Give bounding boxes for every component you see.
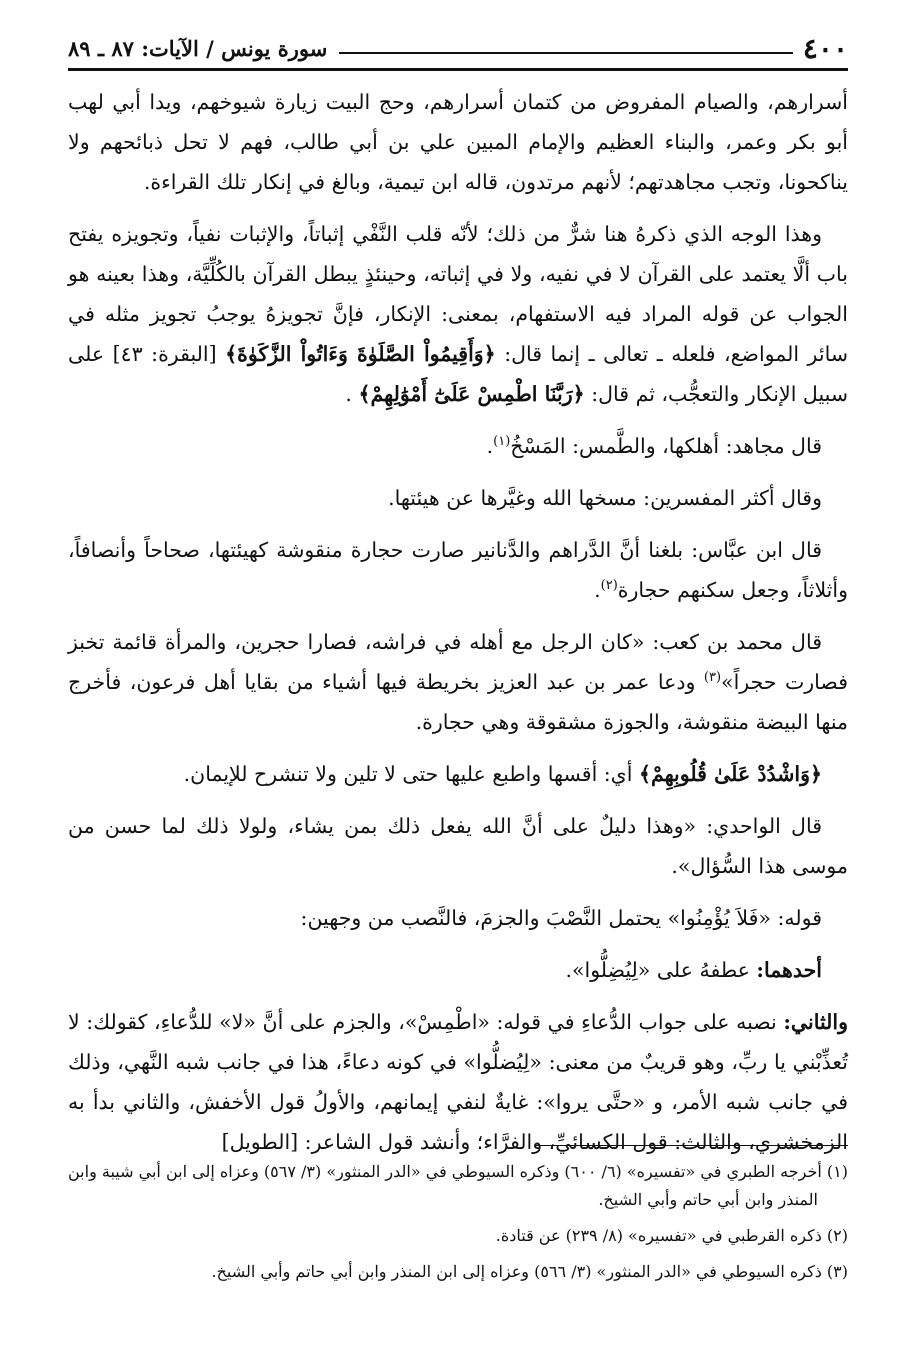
paragraph-text: [البقرة: ٤٣] على سبيل الإنكار والتعجُّب، ثم قال: (68, 342, 848, 406)
quran-verse: ﴿وَاشْدُدْ عَلَىٰ قُلُوبِهِمْ﴾ (638, 762, 822, 786)
punctuation: . (345, 382, 352, 406)
paragraph-text: عطفهُ على «لِيُضِلُّوا». (565, 958, 757, 982)
footnote-ref: (١) (493, 434, 511, 450)
footnote: (٣) ذكره السيوطي في «الدر المنثور» (٣/ ٥٦٦) وعزاه إلى ابن المنذر وابن أبي حاتم وأبي الشيخ. (211, 1262, 848, 1281)
term-label: أحدهما: (756, 958, 822, 982)
footnote-separator (536, 1145, 848, 1146)
paragraph-text: وقال أكثر المفسرين: مسخها الله وغيَّرها عن هيئتها. (388, 486, 822, 510)
main-text (68, 82, 848, 1174)
punctuation: . (594, 578, 601, 602)
quran-verse: ﴿وَأَقِيمُواْ الصَّلَوٰةَ وَءَاتُواْ الزَّكَوٰةَ﴾ (225, 342, 496, 366)
quran-verse: ﴿رَبَّنَا اطْمِسْ عَلَىٰٓ أَمْوَٰلِهِمْ﴾ (358, 382, 585, 406)
paragraph (68, 754, 848, 794)
paragraph (68, 426, 848, 466)
surah-title: سورة يونس / الآيات: ٨٧ ـ ٨٩ (68, 36, 328, 61)
page-number: ٤٠٠ (802, 32, 848, 65)
term-label: والثاني: (783, 1010, 848, 1034)
paragraph (68, 898, 848, 938)
header-line (339, 52, 793, 54)
paragraph (68, 478, 848, 518)
paragraph (68, 82, 848, 202)
paragraph (68, 1002, 848, 1162)
paragraph-text: وهذا الوجه الذي ذكرهُ هنا شرٌّ من ذلك؛ لأنّه قلب النَّفْي إثباتاً، والإثبات نفياً، وتجويزه يفتح باب ألَّا يعتمد على القرآن لا في نفيه، ولا في إثباته، وحينئذٍ يبطل القرآن بالكُلِّيَّة، وهذا بعينه هو الجواب عن قوله المراد فيه الاستفهام، بمعنى: الإنكار، فإنَّ تجويزهُ يوجبُ تجويز مثله في سائر المواضع، فلعله ـ تعالى ـ إنما قال: (68, 222, 848, 366)
footnote-ref: (٣) (703, 670, 722, 686)
paragraph (68, 214, 848, 414)
paragraph (68, 530, 848, 610)
paragraph-text: نصبه على جواب الدُّعاءِ في قوله: «اطْمِسْ»، والجزم على أنَّ «لا» للدُّعاءِ، كقولك: لا تُعذِّبْني يا ربِّ، وهو قريبٌ من معنى: «لِيُضلُّوا» في كونه دعاءً، هذا في جانب شبه النَّهي، وذلك في جانب شبه الأمر، و «حتَّى يروا»: غايةٌ لنفي إيمانهم، والأولُ قول الأخفش، والثاني بدأ به الزمخشري، والثالث: قول الكسائيِّ، والفرَّاء؛ وأنشد قول الشاعر: [الطويل] (68, 1010, 848, 1154)
paragraph (68, 950, 848, 990)
paragraph-text: أي: أقسها واطبع عليها حتى لا تلين ولا تنشرح للإيمان. (183, 762, 639, 786)
paragraph (68, 622, 848, 742)
paragraph-text: قال مجاهد: أهلكها، والطَّمس: المَسْخُ (510, 434, 822, 458)
paragraph-text: أسرارهم، والصيام المفروض من كتمان أسرارهم، وحج البيت زيارة شيوخهم، ويدا أبي لهب أبو بكر وعمر، والبناء العظيم والإمام المبين علي بن أبي طالب، فهم لا تحل ذبائحهم ولا يناكحونا، وتجب مجاهدتهم؛ لأنهم مرتدون، قاله ابن تيمية، وبالغ في إنكار تلك القراءة. (68, 90, 848, 194)
paragraph-text: قال ابن عبَّاس: بلغنا أنَّ الدَّراهم والدَّنانير صارت حجارة منقوشة كهيئتها، صحاحاً وأنصافاً، وأثلاثاً، وجعل سكنهم حجارة (68, 538, 848, 602)
paragraph-text: قال محمد بن كعب: «كان الرجل مع أهله في فراشه، فصارا حجرين، والمرأة قائمة تخبز فصارت حجراً» (68, 630, 848, 694)
paragraph (68, 806, 848, 886)
paragraph-text: قال الواحدي: «وهذا دليلٌ على أنَّ الله يفعل ذلك بمن يشاء، ولولا ذلك لما حسن من موسى هذا السُّؤال». (68, 814, 848, 878)
footnote-ref: (٢) (600, 578, 618, 594)
footnote: (١) أخرجه الطبري في «تفسيره» (٦/ ٦٠٠) وذكره السيوطي في «الدر المنثور» (٣/ ٥٦٧) وعزاه إلى ابن أبي شيبة وابن المنذر وابن أبي حاتم وأبي الشيخ. (68, 1162, 848, 1209)
paragraph-text: ودعا عمر بن عبد العزيز بخريطة فيها أشياء من بقايا أهل فرعون، فأخرج منها البيضة منقوشة، والجوزة مشقوقة وهي حجارة. (68, 670, 848, 734)
footnotes (68, 1158, 848, 1294)
page-header (68, 26, 848, 66)
footnote: (٢) ذكره القرطبي في «تفسيره» (٨/ ٢٣٩) عن قتادة. (495, 1226, 848, 1245)
header-rule (68, 68, 848, 71)
punctuation: . (486, 434, 494, 458)
paragraph-text: قوله: «فَلاَ يُؤْمِنُوا» يحتمل النَّصْبَ والجزمَ، فالنَّصب من وجهين: (300, 906, 822, 930)
